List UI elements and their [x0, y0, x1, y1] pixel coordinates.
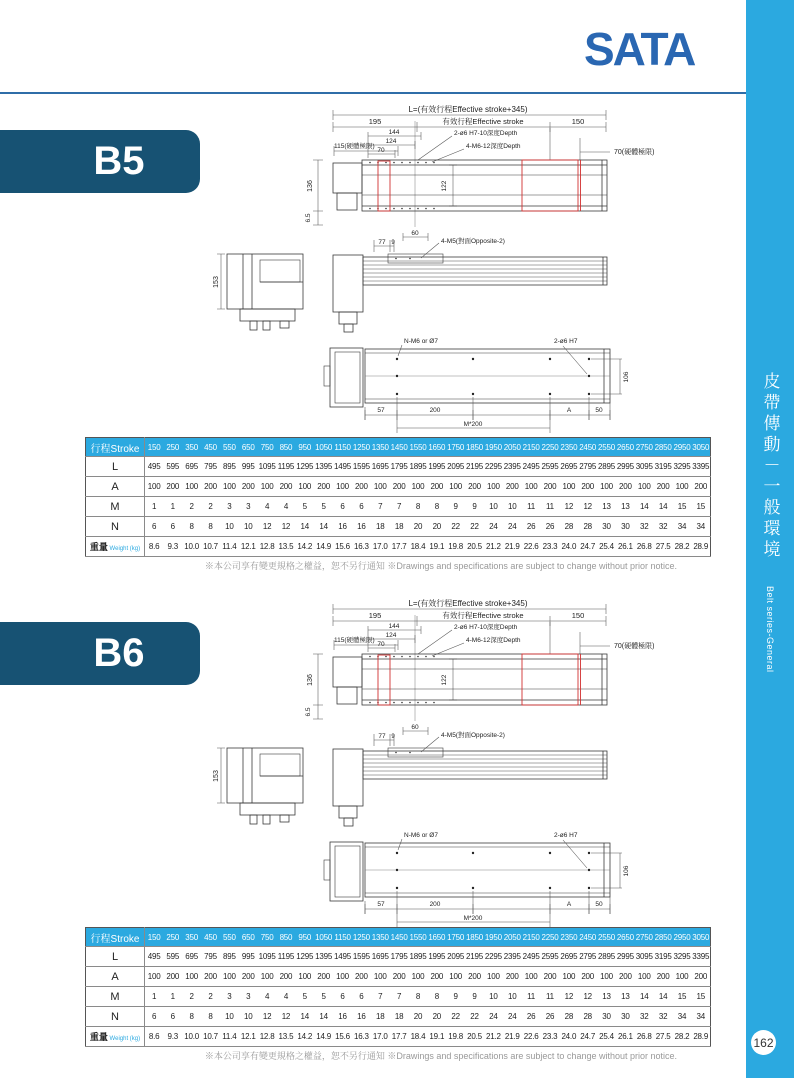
hole-callout-4-m5: 4-M5(對面Opposite-2) [441, 238, 505, 245]
mounting-holes-bottom [396, 852, 590, 889]
side-dimension-lines [217, 727, 439, 803]
dim-144: 144 [388, 129, 400, 136]
mounting-holes-top [369, 162, 435, 210]
side-view [213, 230, 607, 332]
dim-195: 195 [368, 611, 382, 620]
sata-logo: SATA [584, 23, 695, 75]
dim-136: 136 [307, 180, 314, 192]
dim-9: 9 [391, 734, 395, 740]
bottom-dimension-lines [365, 839, 622, 927]
spec-table [85, 927, 711, 1047]
table-row: 重量 Weight (kg) 8.6 9.3 10.0 10.7 11.4 12.1 12.8 13.5 14.2 14.9 15.6 16.3 17.0 17.7 18.4 19.1 19.8 20.5 21.2 21.9 22.6 23.3 24.0 24.7 25.4 26.1 26.8 27.5 28.2 28.9 [86, 537, 711, 557]
dim-70: 70 [377, 147, 385, 154]
dim-106: 106 [623, 371, 630, 383]
dim-a: A [566, 901, 572, 908]
dim-m200: M*200 [463, 421, 483, 428]
bottom-view [324, 832, 630, 927]
carriage-position-marks [378, 160, 581, 211]
dim-50: 50 [595, 901, 603, 908]
dim-m200: M*200 [463, 915, 483, 922]
dim-153: 153 [213, 276, 220, 288]
dim-195: 195 [368, 117, 382, 126]
dim-6-5: 6.5 [305, 707, 312, 717]
dimension-lines [313, 110, 610, 227]
stroke-header-row: 行程Stroke 150 250 350 450 550 650 750 850 950 1050 1150 1250 1350 1450 1550 1650 1750 1850 1950 2050 2150 2250 2350 2450 2550 2650 2750 2850 2950 3050 [86, 928, 711, 947]
dim-136: 136 [307, 674, 314, 686]
dim-150: 150 [571, 611, 585, 620]
top-view [305, 104, 654, 227]
dim-150: 150 [571, 117, 585, 126]
side-body-outline [333, 748, 607, 826]
dim-144: 144 [388, 623, 400, 630]
dim-124: 124 [385, 632, 397, 639]
carriage-position-marks [378, 654, 581, 705]
dim-effective-stroke: 有效行程Effective stroke [442, 117, 524, 126]
dim-122: 122 [441, 180, 448, 192]
dim-200: 200 [429, 901, 441, 908]
technical-drawing [58, 94, 718, 439]
hole-callout-2-o6-h7: 2-ø6 H7 [554, 832, 578, 839]
side-dimension-lines [217, 233, 439, 309]
end-view-outline [227, 748, 303, 824]
dim-effective-stroke: 有效行程Effective stroke [442, 611, 524, 620]
hole-callout-4-m5: 4-M5(對面Opposite-2) [441, 732, 505, 739]
side-view-labels [213, 230, 505, 288]
bottom-body-outline [324, 842, 610, 901]
dim-57: 57 [377, 901, 385, 908]
mounting-holes-top [369, 656, 435, 704]
hard-limit-right-label: 70(硬體極限) [614, 643, 655, 650]
hard-limit-left-label: 115(硬體極限) [334, 637, 375, 644]
end-view-outline [227, 254, 303, 330]
hole-callout-4-m6: 4-M6-12深度Depth [466, 143, 521, 150]
b5-spec-table [85, 437, 711, 557]
side-plate-holes [395, 752, 411, 754]
top-view [305, 598, 654, 721]
table-row: L 495 595 695 795 895 995 1095 1195 1295 1395 1495 1595 1695 1795 1895 1995 2095 2195 2295 2395 2495 2595 2695 2795 2895 2995 3095 3195 3295 3395 [86, 947, 711, 967]
dim-total-length: L=(有效行程Effective stroke+345) [408, 105, 528, 114]
dim-77: 77 [378, 239, 386, 246]
dim-60: 60 [411, 230, 419, 237]
body-outline [333, 654, 607, 705]
table-row: M 1 1 2 2 3 3 4 4 5 5 6 6 7 7 8 8 9 9 10 10 11 11 12 12 13 13 14 14 15 15 [86, 497, 711, 517]
dim-77: 77 [378, 733, 386, 740]
hard-limit-left-label: 115(硬體極限) [334, 143, 375, 150]
table-row: A 100 200 100 200 100 200 100 200 100 200 100 200 100 200 100 200 100 200 100 200 100 200 100 200 100 200 100 200 100 200 [86, 477, 711, 497]
table-row: N 6 6 8 8 10 10 12 12 14 14 16 16 18 18 20 20 22 22 24 24 26 26 28 28 30 30 32 32 34 34 [86, 1007, 711, 1027]
b6-spec-table [85, 927, 711, 1047]
hard-limit-right-label: 70(硬體極限) [614, 149, 655, 156]
table-row: L 495 595 695 795 895 995 1095 1195 1295 1395 1495 1595 1695 1795 1895 1995 2095 2195 2295 2395 2495 2595 2695 2795 2895 2995 3095 3195 3295 3395 [86, 457, 711, 477]
b6-disclaimer-note: ※本公司享有變更規格之權益，恕不另行通知 ※Drawings and specifications are subject to change without prior notice. [204, 1051, 677, 1061]
stroke-header-row: 行程Stroke 150 250 350 450 550 650 750 850 950 1050 1150 1250 1350 1450 1550 1650 1750 1850 1950 2050 2150 2250 2350 2450 2550 2650 2750 2850 2950 3050 [86, 438, 711, 457]
side-view-labels [213, 724, 505, 782]
dim-200: 200 [429, 407, 441, 414]
b6-drawing [58, 588, 718, 933]
hole-callout-2-o6: 2-ø6 H7-10深度Depth [454, 130, 518, 137]
mounting-holes-bottom [396, 358, 590, 395]
side-body-outline [333, 254, 607, 332]
dim-total-length: L=(有效行程Effective stroke+345) [408, 599, 528, 608]
bottom-body-outline [324, 348, 610, 407]
dim-106: 106 [623, 865, 630, 877]
dimension-lines [313, 604, 610, 721]
dim-153: 153 [213, 770, 220, 782]
side-plate-holes [395, 258, 411, 260]
dim-6-5: 6.5 [305, 213, 312, 223]
page-number: 162 [751, 1030, 776, 1055]
dim-124: 124 [385, 138, 397, 145]
model-badge-b6: B6 [0, 622, 200, 685]
table-row: A 100 200 100 200 100 200 100 200 100 200 100 200 100 200 100 200 100 200 100 200 100 200 100 200 100 200 100 200 100 200 [86, 967, 711, 987]
hole-callout-2-o6: 2-ø6 H7-10深度Depth [454, 624, 518, 631]
hole-callout-n-m6: N-M6 or Ø7 [404, 338, 438, 345]
bottom-view-labels [377, 832, 630, 922]
dim-60: 60 [411, 724, 419, 731]
table-row: M 1 1 2 2 3 3 4 4 5 5 6 6 7 7 8 8 9 9 10 10 11 11 12 12 13 13 14 14 15 15 [86, 987, 711, 1007]
bottom-dimension-lines [365, 345, 622, 433]
hole-callout-n-m6: N-M6 or Ø7 [404, 832, 438, 839]
dim-122: 122 [441, 674, 448, 686]
b5-disclaimer-note: ※本公司享有變更規格之權益，恕不另行通知 ※Drawings and specifications are subject to change without prior notice. [204, 561, 677, 571]
hole-callout-2-o6-h7: 2-ø6 H7 [554, 338, 578, 345]
bottom-view-labels [377, 338, 630, 428]
b5-drawing [58, 94, 718, 439]
dim-9: 9 [391, 240, 395, 246]
spec-table [85, 437, 711, 557]
series-title-en: Belt series-General [765, 586, 775, 673]
dim-70: 70 [377, 641, 385, 648]
table-row: 重量 Weight (kg) 8.6 9.3 10.0 10.7 11.4 12.1 12.8 13.5 14.2 14.9 15.6 16.3 17.0 17.7 18.4 19.1 19.8 20.5 21.2 21.9 22.6 23.3 24.0 24.7 25.4 26.1 26.8 27.5 28.2 28.9 [86, 1027, 711, 1047]
side-view [213, 724, 607, 826]
dim-57: 57 [377, 407, 385, 414]
dim-50: 50 [595, 407, 603, 414]
table-row: N 6 6 8 8 10 10 12 12 14 14 16 16 18 18 20 20 22 22 24 24 26 26 28 28 30 30 32 32 34 34 [86, 517, 711, 537]
body-outline [333, 160, 607, 211]
bottom-view [324, 338, 630, 433]
hole-callout-4-m6: 4-M6-12深度Depth [466, 637, 521, 644]
model-badge-b5: B5 [0, 130, 200, 193]
dim-a: A [566, 407, 572, 414]
series-sidebar [746, 0, 794, 1078]
technical-drawing [58, 588, 718, 933]
series-title-cjk: 皮帶傳動－一般環境 [760, 372, 780, 561]
